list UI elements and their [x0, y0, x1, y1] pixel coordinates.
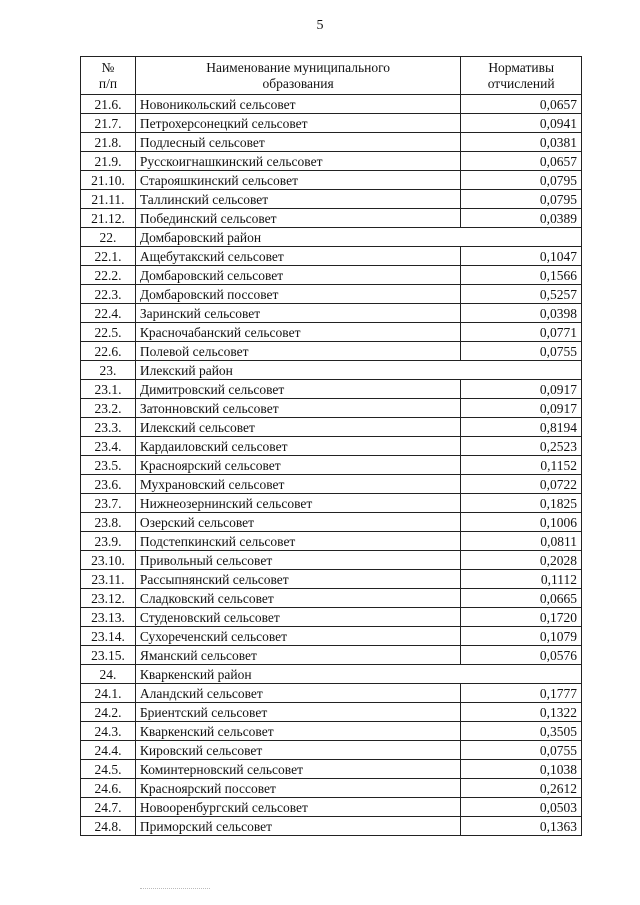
- row-number: 21.6.: [81, 95, 136, 114]
- row-value: 0,0657: [461, 95, 582, 114]
- row-value: 0,1047: [461, 247, 582, 266]
- row-name: Рассыпнянский сельсовет: [135, 570, 460, 589]
- row-name: Подстепкинский сельсовет: [135, 532, 460, 551]
- table-row: [81, 304, 582, 323]
- row-name: Илекский район: [135, 361, 460, 380]
- row-number: 21.10.: [81, 171, 136, 190]
- row-value: 0,0795: [461, 190, 582, 209]
- table-row: [81, 722, 582, 741]
- row-name: Кваркенский район: [135, 665, 460, 684]
- table-row: [81, 152, 582, 171]
- row-value: 0,0771: [461, 323, 582, 342]
- row-number: 24.: [81, 665, 136, 684]
- row-value: [461, 665, 582, 684]
- row-value: 0,1006: [461, 513, 582, 532]
- row-value: 0,0657: [461, 152, 582, 171]
- row-name: Димитровский сельсовет: [135, 380, 460, 399]
- table-row: [81, 323, 582, 342]
- row-number: 23.: [81, 361, 136, 380]
- row-value: 0,0503: [461, 798, 582, 817]
- row-value: 0,0665: [461, 589, 582, 608]
- row-number: 23.4.: [81, 437, 136, 456]
- row-number: 24.3.: [81, 722, 136, 741]
- row-value: 0,1363: [461, 817, 582, 836]
- row-number: 23.13.: [81, 608, 136, 627]
- row-name: Красночабанский сельсовет: [135, 323, 460, 342]
- row-number: 24.7.: [81, 798, 136, 817]
- table-row: [81, 570, 582, 589]
- table-row: [81, 247, 582, 266]
- row-name: Русскоигнашкинский сельсовет: [135, 152, 460, 171]
- row-number: 23.7.: [81, 494, 136, 513]
- row-name: Заринский сельсовет: [135, 304, 460, 323]
- table-row: [81, 760, 582, 779]
- row-value: 0,1825: [461, 494, 582, 513]
- row-number: 22.4.: [81, 304, 136, 323]
- table-row: [81, 494, 582, 513]
- row-value: 0,1079: [461, 627, 582, 646]
- row-value: [461, 361, 582, 380]
- row-name: Таллинский сельсовет: [135, 190, 460, 209]
- row-number: 22.: [81, 228, 136, 247]
- row-name: Илекский сельсовет: [135, 418, 460, 437]
- row-value: 0,0941: [461, 114, 582, 133]
- row-name: Красноярский поссовет: [135, 779, 460, 798]
- row-name: Сладковский сельсовет: [135, 589, 460, 608]
- table-row: [81, 627, 582, 646]
- row-name: Петрохерсонецкий сельсовет: [135, 114, 460, 133]
- row-value: 0,1777: [461, 684, 582, 703]
- row-value: 0,1322: [461, 703, 582, 722]
- header-name-text: Наименование муниципального образования: [206, 59, 391, 91]
- row-value: 0,1112: [461, 570, 582, 589]
- row-value: 0,0722: [461, 475, 582, 494]
- row-value: 0,3505: [461, 722, 582, 741]
- row-name: Яманский сельсовет: [135, 646, 460, 665]
- row-value: [461, 228, 582, 247]
- table-row: [81, 551, 582, 570]
- table-row: [81, 266, 582, 285]
- district-row: [81, 665, 582, 684]
- table-row: [81, 475, 582, 494]
- table-row: [81, 589, 582, 608]
- deductions-table: [80, 56, 582, 836]
- table-header: [81, 57, 582, 95]
- table-row: [81, 285, 582, 304]
- table-row: [81, 209, 582, 228]
- table-row: [81, 399, 582, 418]
- table-row: [81, 646, 582, 665]
- row-value: 0,1038: [461, 760, 582, 779]
- row-number: 23.14.: [81, 627, 136, 646]
- row-name: Приморский сельсовет: [135, 817, 460, 836]
- row-value: 0,0398: [461, 304, 582, 323]
- row-number: 23.12.: [81, 589, 136, 608]
- row-number: 23.15.: [81, 646, 136, 665]
- row-value: 0,2028: [461, 551, 582, 570]
- row-name: Домбаровский сельсовет: [135, 266, 460, 285]
- header-number-text: № п/п: [98, 59, 118, 91]
- row-name: Коминтерновский сельсовет: [135, 760, 460, 779]
- row-number: 24.8.: [81, 817, 136, 836]
- row-name: Старояшкинский сельсовет: [135, 171, 460, 190]
- row-number: 22.2.: [81, 266, 136, 285]
- header-norm-text: Нормативы отчислений: [487, 59, 555, 91]
- row-number: 23.9.: [81, 532, 136, 551]
- row-name: Затонновский сельсовет: [135, 399, 460, 418]
- page-number: 5: [316, 18, 324, 33]
- row-number: 21.7.: [81, 114, 136, 133]
- row-number: 23.10.: [81, 551, 136, 570]
- table-header-row: [81, 57, 582, 95]
- table-row: [81, 171, 582, 190]
- row-name: Аландский сельсовет: [135, 684, 460, 703]
- district-row: [81, 228, 582, 247]
- row-number: 24.5.: [81, 760, 136, 779]
- row-name: Кардаиловский сельсовет: [135, 437, 460, 456]
- row-name: Нижнеозернинский сельсовет: [135, 494, 460, 513]
- table-row: [81, 741, 582, 760]
- table-row: [81, 95, 582, 114]
- row-name: Привольный сельсовет: [135, 551, 460, 570]
- row-value: 0,1566: [461, 266, 582, 285]
- margin-mark: [140, 888, 210, 889]
- table-row: [81, 133, 582, 152]
- row-name: Бриентский сельсовет: [135, 703, 460, 722]
- table-row: [81, 798, 582, 817]
- row-value: 0,0381: [461, 133, 582, 152]
- row-number: 23.8.: [81, 513, 136, 532]
- row-number: 24.1.: [81, 684, 136, 703]
- district-row: [81, 361, 582, 380]
- table-row: [81, 513, 582, 532]
- row-value: 0,0917: [461, 399, 582, 418]
- row-number: 24.6.: [81, 779, 136, 798]
- table-row: [81, 342, 582, 361]
- row-number: 23.2.: [81, 399, 136, 418]
- row-name: Студеновский сельсовет: [135, 608, 460, 627]
- row-number: 22.1.: [81, 247, 136, 266]
- row-number: 24.2.: [81, 703, 136, 722]
- row-number: 21.11.: [81, 190, 136, 209]
- table-row: [81, 380, 582, 399]
- row-number: 21.12.: [81, 209, 136, 228]
- row-name: Домбаровский поссовет: [135, 285, 460, 304]
- row-number: 22.3.: [81, 285, 136, 304]
- row-value: 0,5257: [461, 285, 582, 304]
- row-name: Озерский сельсовет: [135, 513, 460, 532]
- row-value: 0,2523: [461, 437, 582, 456]
- row-value: 0,0755: [461, 741, 582, 760]
- row-number: 23.5.: [81, 456, 136, 475]
- row-name: Кировский сельсовет: [135, 741, 460, 760]
- header-number: [81, 57, 136, 95]
- row-value: 0,0576: [461, 646, 582, 665]
- row-value: 0,0795: [461, 171, 582, 190]
- row-name: Кваркенский сельсовет: [135, 722, 460, 741]
- table-row: [81, 114, 582, 133]
- table-row: [81, 456, 582, 475]
- row-number: 21.9.: [81, 152, 136, 171]
- row-name: Домбаровский район: [135, 228, 460, 247]
- row-name: Мухрановский сельсовет: [135, 475, 460, 494]
- table-row: [81, 817, 582, 836]
- row-number: 23.1.: [81, 380, 136, 399]
- table-row: [81, 532, 582, 551]
- table-row: [81, 437, 582, 456]
- row-name: Ащебутакский сельсовет: [135, 247, 460, 266]
- table-row: [81, 684, 582, 703]
- row-number: 22.5.: [81, 323, 136, 342]
- table-row: [81, 608, 582, 627]
- table-body: [81, 95, 582, 836]
- row-name: Полевой сельсовет: [135, 342, 460, 361]
- row-value: 0,0917: [461, 380, 582, 399]
- row-value: 0,1152: [461, 456, 582, 475]
- row-name: Подлесный сельсовет: [135, 133, 460, 152]
- row-number: 23.6.: [81, 475, 136, 494]
- row-number: 23.3.: [81, 418, 136, 437]
- header-name: [135, 57, 460, 95]
- row-value: 0,0755: [461, 342, 582, 361]
- row-value: 0,0811: [461, 532, 582, 551]
- row-name: Новоникольский сельсовет: [135, 95, 460, 114]
- row-number: 23.11.: [81, 570, 136, 589]
- row-value: 0,0389: [461, 209, 582, 228]
- row-name: Побединский сельсовет: [135, 209, 460, 228]
- table-row: [81, 779, 582, 798]
- row-value: 0,1720: [461, 608, 582, 627]
- row-number: 22.6.: [81, 342, 136, 361]
- row-value: 0,2612: [461, 779, 582, 798]
- row-name: Сухореченский сельсовет: [135, 627, 460, 646]
- row-name: Новооренбургский сельсовет: [135, 798, 460, 817]
- row-value: 0,8194: [461, 418, 582, 437]
- header-norm: [461, 57, 582, 95]
- row-name: Красноярский сельсовет: [135, 456, 460, 475]
- row-number: 21.8.: [81, 133, 136, 152]
- table-row: [81, 190, 582, 209]
- table-row: [81, 418, 582, 437]
- row-number: 24.4.: [81, 741, 136, 760]
- table-row: [81, 703, 582, 722]
